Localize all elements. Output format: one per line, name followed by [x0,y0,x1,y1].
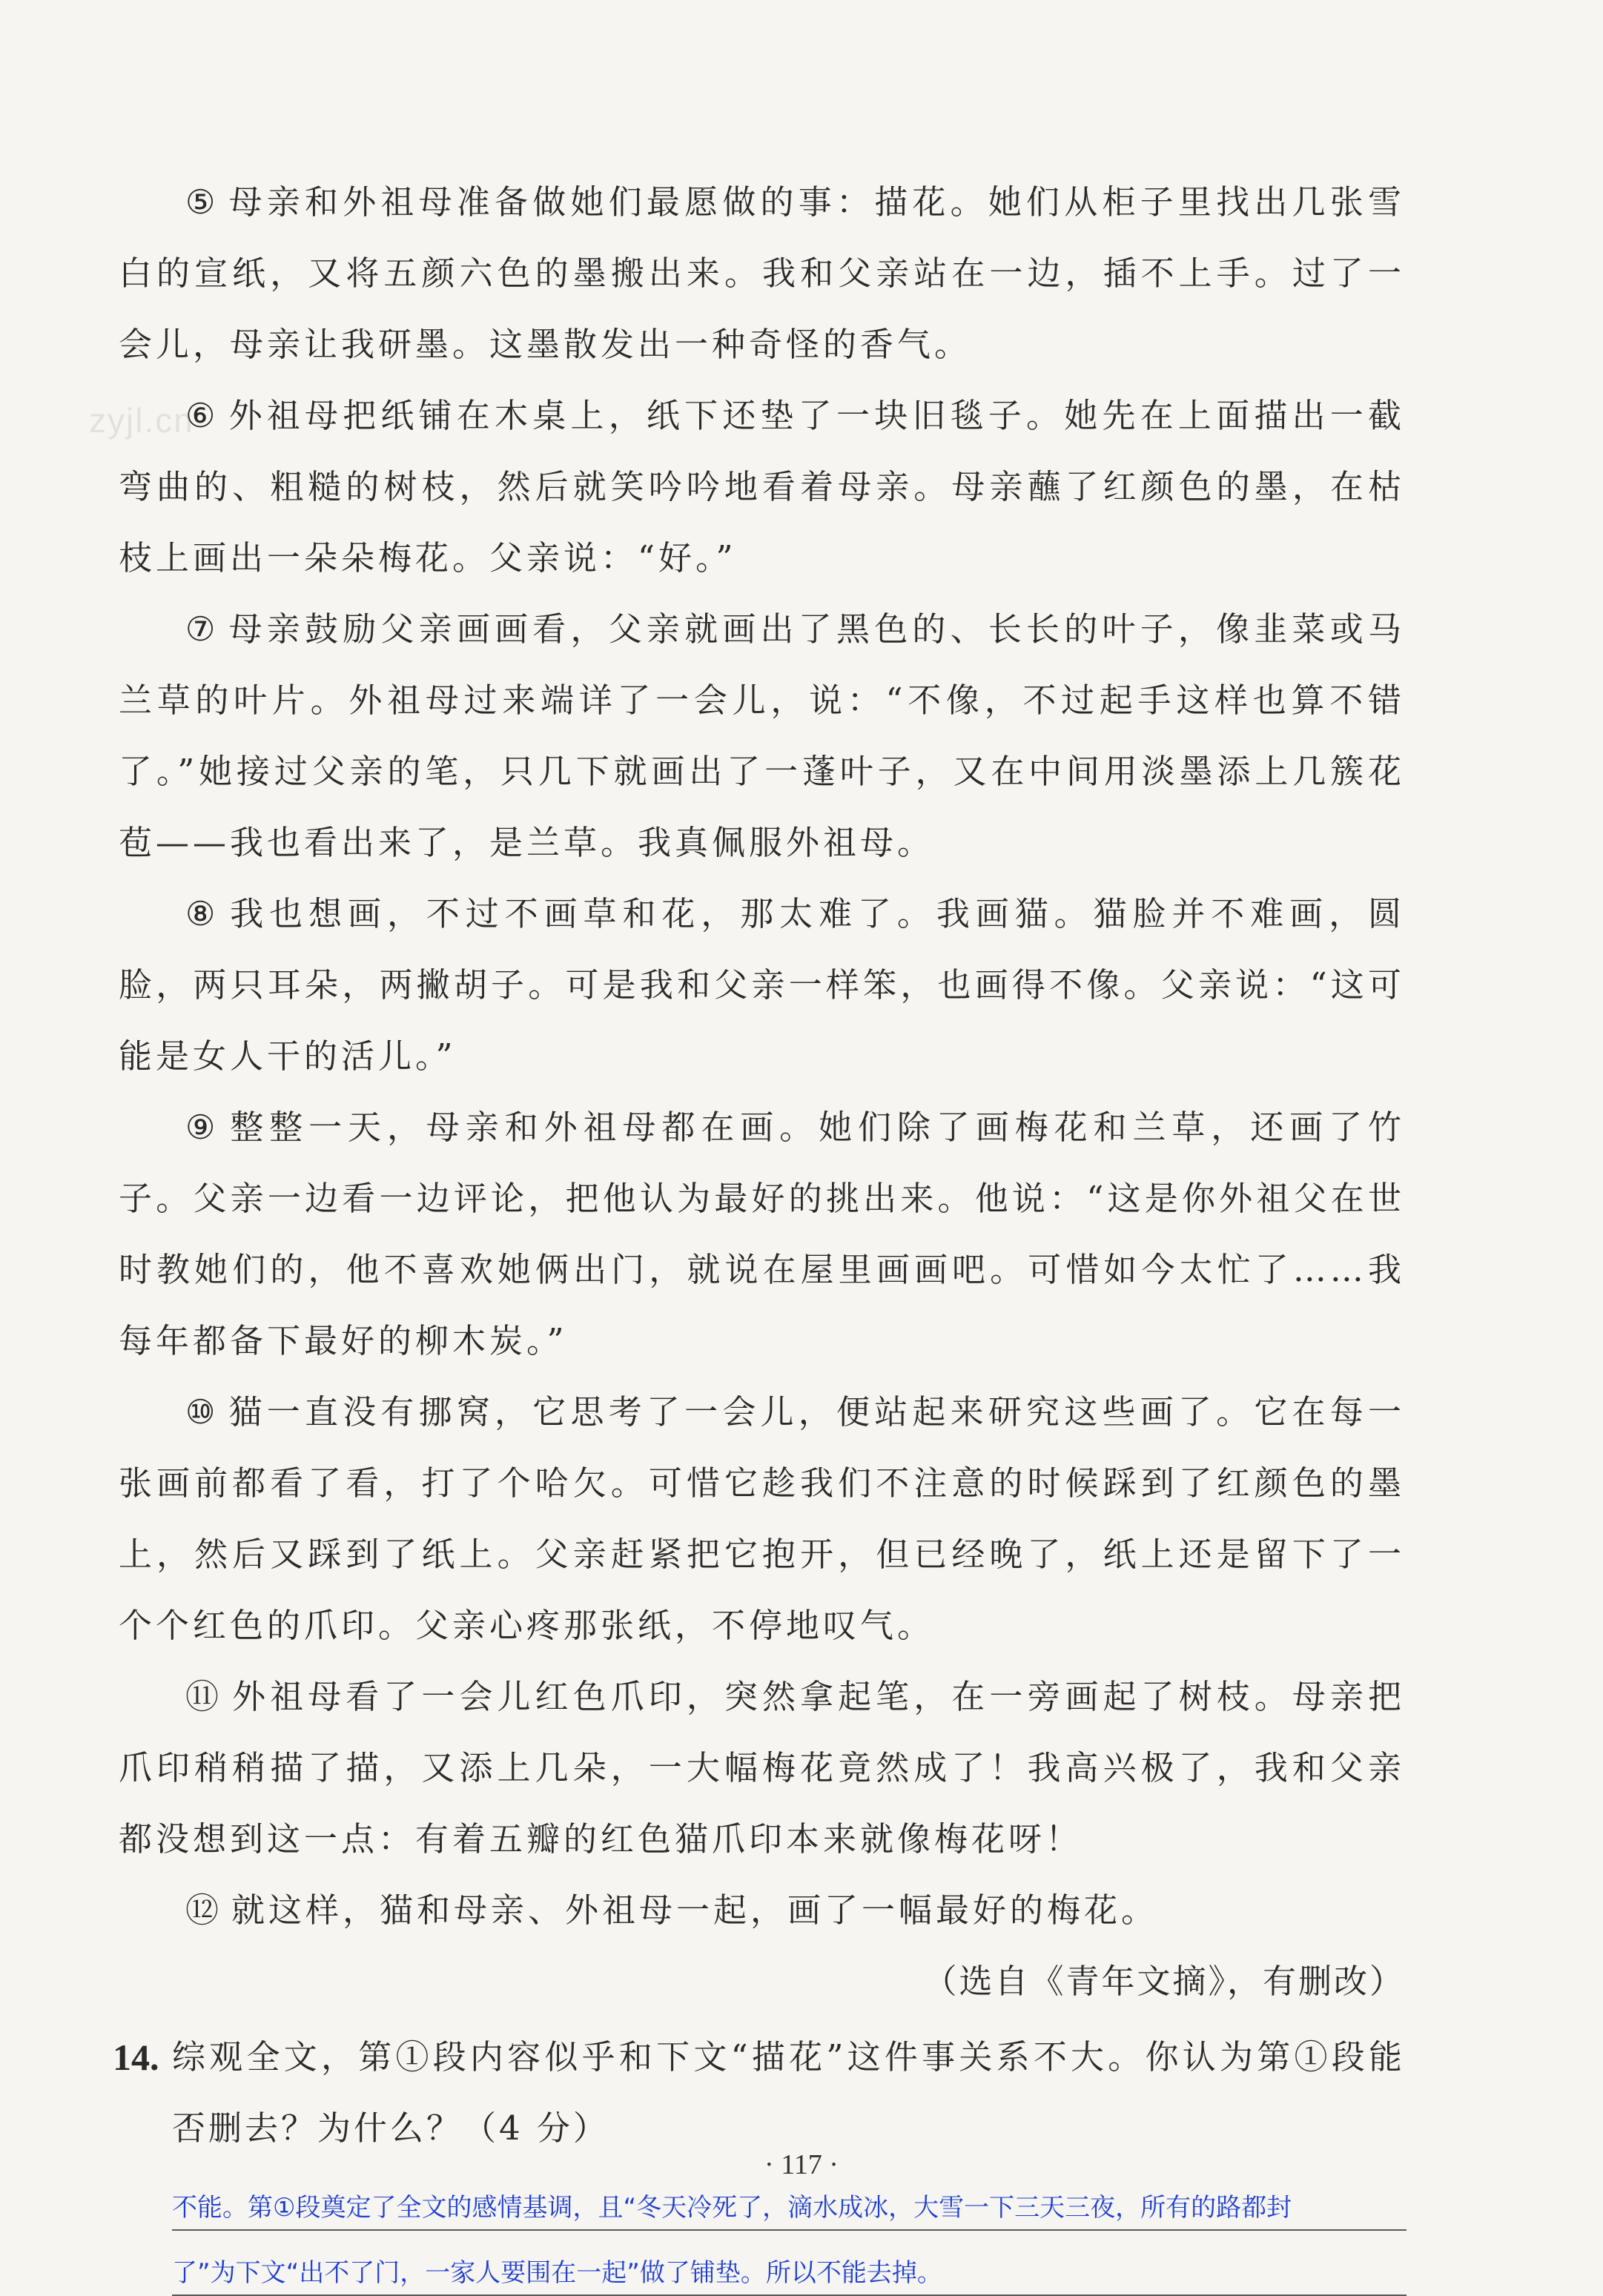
paragraph-text: 整整一天，母亲和外祖母都在画。她们除了画梅花和兰草，还画了竹子。父亲一边看一边评论，把他认为最好的挑出来。他说：“这是你外祖父在世时教她们的，他不喜欢她俩出门，就说在屋里画画吧。可惜如今太忙了……我每年都备下最好的柳木炭。” [119,1108,1405,1360]
paragraph-text: 猫一直没有挪窝，它思考了一会儿，便站起来研究这些画了。它在每一张画前都看了看，打了个哈欠。可惜它趁我们不注意的时候踩到了红颜色的墨上，然后又踩到了纸上。父亲赶紧把它抱开，但已经晚了，纸上还是留下了一个个红色的爪印。父亲心疼那张纸，不停地叹气。 [119,1392,1405,1645]
page-content [113,167,1405,2296]
source-citation: （选自《青年文摘》，有删改） [923,1962,1405,2001]
answer-area[interactable] [172,2166,1407,2296]
question-number: 14. [113,2037,159,2078]
paragraph-number: ⑫ [185,1890,223,1930]
answer-line-2[interactable] [172,2231,1407,2296]
paragraph-text: 母亲和外祖母准备做她们最愿做的事：描花。她们从柜子里找出几张雪白的宣纸，又将五颜六色的墨搬出来。我和父亲站在一边，插不上手。过了一会儿，母亲让我研墨。这墨散发出一种奇怪的香气。 [119,182,1405,364]
paragraph-number: ⑩ [185,1392,220,1432]
paragraph-5 [119,167,1405,380]
answer-text-line-1: 不能。第①段奠定了全文的感情基调，且“冬天冷死了，滴水成冰，大雪一下三天三夜，所有的路都封 [172,2193,1292,2223]
paragraph-6 [119,380,1405,594]
paragraph-number: ⑨ [185,1108,222,1147]
watermark: zyjl.cn [89,401,194,440]
paragraph-number: ⑤ [185,182,220,222]
paragraph-11 [119,1661,1405,1875]
question-14 [113,2022,1405,2164]
paragraph-text: 我也想画，不过不画草和花，那太难了。我画猫。猫脸并不难画，圆脸，两只耳朵，两撇胡子。可是我和父亲一样笨，也画得不像。父亲说：“这可能是女人干的活儿。” [119,894,1405,1076]
paragraph-7 [119,594,1405,879]
paragraph-text: 外祖母看了一会儿红色爪印，突然拿起笔，在一旁画起了树枝。母亲把爪印稍稍描了描，又添上几朵，一大幅梅花竟然成了！我高兴极了，我和父亲都没想到这一点：有着五瓣的红色猫爪印本来就像梅花呀！ [119,1677,1405,1859]
answer-text-line-2: 了”为下文“出不了门，一家人要围在一起”做了铺垫。所以不能去掉。 [172,2258,942,2288]
paragraph-number: ⑥ [185,396,220,435]
paragraph-9 [119,1092,1405,1377]
paragraph-10 [119,1377,1405,1661]
paragraph-8 [119,879,1405,1092]
paragraph-text: 母亲鼓励父亲画画看，父亲就画出了黑色的、长长的叶子，像韭菜或马兰草的叶片。外祖母过来端详了一会儿，说：“不像，不过起手这样也算不错了。”她接过父亲的笔，只几下就画出了一蓬叶子，又在中间用淡墨添上几簇花苞——我也看出来了，是兰草。我真佩服外祖母。 [119,609,1405,862]
paragraph-number: ⑦ [185,609,220,649]
paragraph-12 [119,1875,1405,1946]
paragraph-text: 外祖母把纸铺在木桌上，纸下还垫了一块旧毯子。她先在上面描出一截弯曲的、粗糙的树枝，然后就笑吟吟地看着母亲。母亲蘸了红颜色的墨，在枯枝上画出一朵朵梅花。父亲说：“好。” [119,396,1405,578]
paragraph-number: ⑪ [185,1677,224,1716]
paragraph-text: 就这样，猫和母亲、外祖母一起，画了一幅最好的梅花。 [231,1890,1159,1930]
page-number: · 117 · [764,2149,839,2180]
question-text: 综观全文，第①段内容似乎和下文“描花”这件事关系不大。你认为第①段能否删去？为什么？（4 分） [172,2037,1405,2148]
paragraph-number: ⑧ [185,894,222,933]
